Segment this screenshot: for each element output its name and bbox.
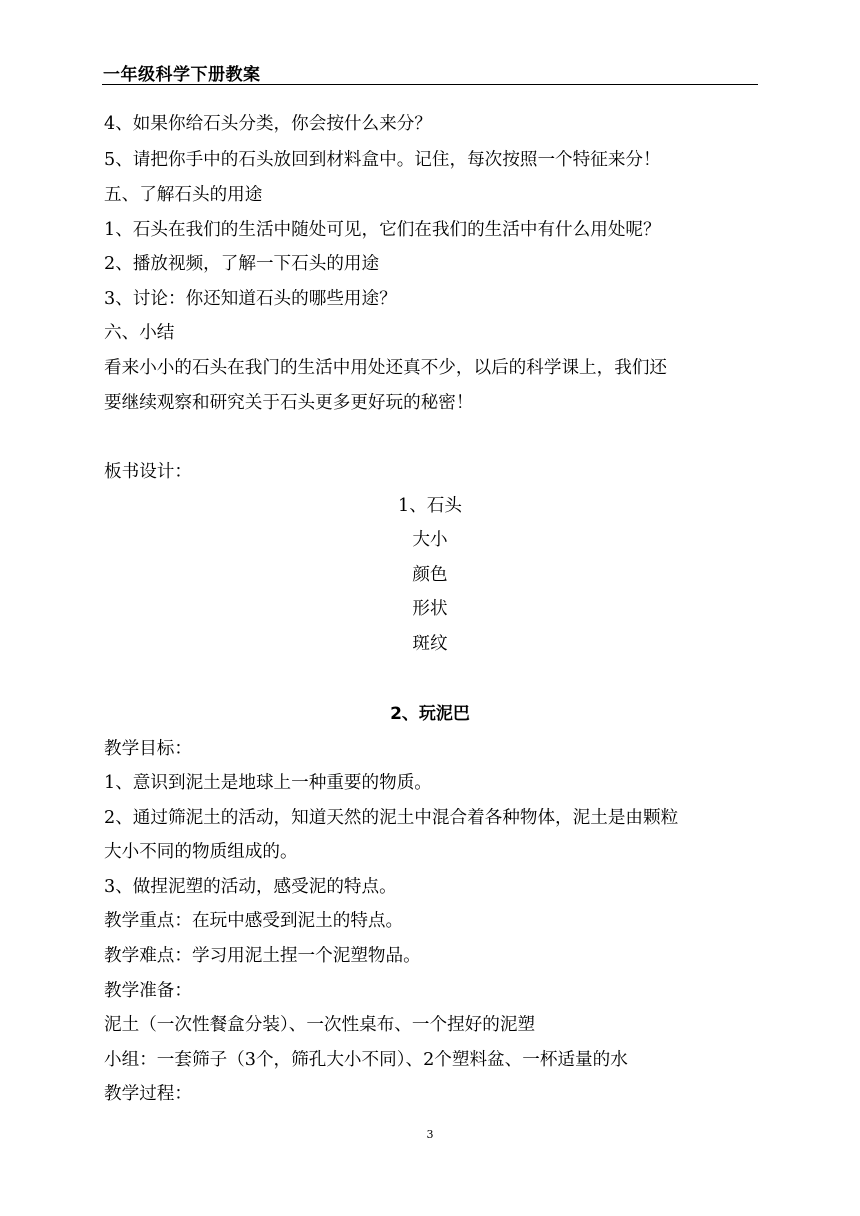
body-line: 教学过程：: [104, 1084, 192, 1104]
section-title: 2、玩泥巴: [390, 704, 470, 724]
body-line: 3、讨论：你还知道石头的哪些用途？: [104, 289, 397, 309]
body-line: 教学目标：: [104, 739, 192, 759]
header-rule: [102, 84, 758, 85]
body-line: 教学准备：: [104, 981, 192, 1001]
body-line: 1、意识到泥土是地球上一种重要的物质。: [104, 773, 432, 793]
page-header-title: 一年级科学下册教案: [103, 65, 261, 85]
page-number: 3: [426, 1128, 434, 1141]
body-line: 教学难点：学习用泥土捏一个泥塑物品。: [104, 946, 421, 966]
body-line: 2、通过筛泥土的活动，知道天然的泥土中混合着各种物体，泥土是由颗粒: [104, 808, 679, 828]
body-line: 1、石头在我们的生活中随处可见，它们在我们的生活中有什么用处呢？: [104, 220, 661, 240]
body-line: 4、如果你给石头分类，你会按什么来分？: [104, 114, 432, 134]
board-item: 大小: [412, 530, 448, 550]
board-item: 1、石头: [398, 496, 462, 516]
board-item: 斑纹: [412, 634, 448, 654]
body-line: 3、做捏泥塑的活动，感受泥的特点。: [104, 877, 397, 897]
body-line: 泥土（一次性餐盒分装）、一次性桌布、一个捏好的泥塑: [104, 1015, 536, 1035]
body-line: 大小不同的物质组成的。: [104, 842, 298, 862]
body-line: 要继续观察和研究关于石头更多更好玩的秘密！: [104, 393, 474, 413]
body-line: 2、播放视频，了解一下石头的用途: [104, 254, 380, 274]
board-item: 颜色: [412, 565, 448, 585]
body-line: 五、了解石头的用途: [104, 185, 263, 205]
body-line: 六、小结: [104, 323, 175, 343]
body-line: 教学重点：在玩中感受到泥土的特点。: [104, 911, 404, 931]
body-line: 看来小小的石头在我门的生活中用处还真不少，以后的科学课上，我们还: [104, 358, 668, 378]
board-design-label: 板书设计：: [104, 462, 192, 482]
body-line: 5、请把你手中的石头放回到材料盒中。记住，每次按照一个特征来分！: [104, 150, 661, 170]
body-line: 小组：一套筛子（3个，筛孔大小不同）、2个塑料盆、一杯适量的水: [104, 1050, 628, 1070]
board-item: 形状: [412, 599, 448, 619]
